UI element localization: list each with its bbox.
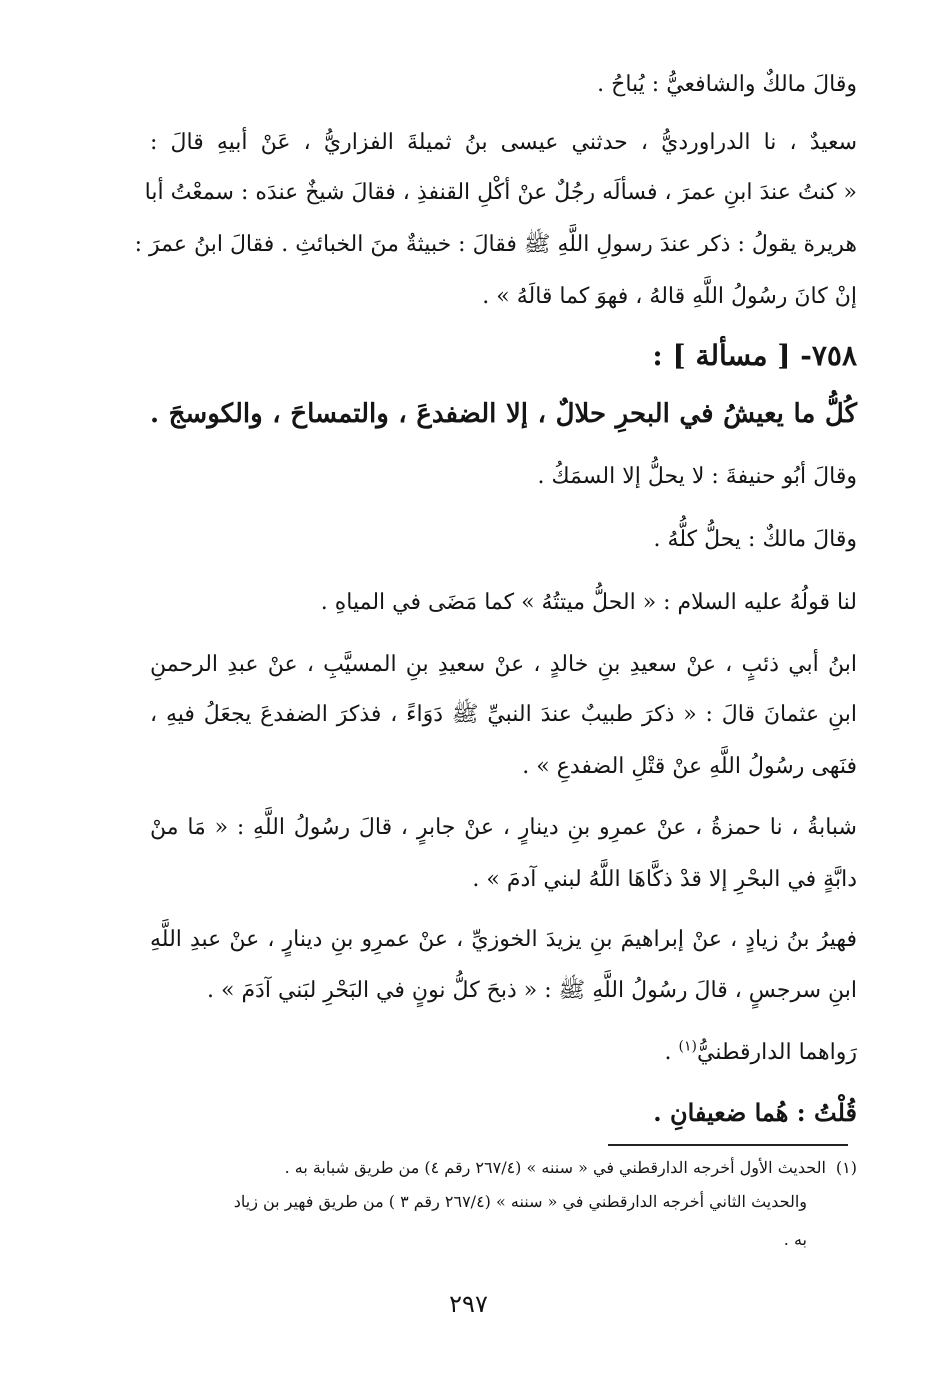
text-line: شبابةُ ، نا حمزةُ ، عنْ عمرِو بنِ دينارٍ ، عنْ جابرٍ ، قالَ رسُولُ اللَّهِ : « مَا منْ — [150, 815, 857, 840]
text-line: ابنُ أبي ذئبٍ ، عنْ سعيدِ بنِ خالدٍ ، عنْ سعيدِ بنِ المسيَّبِ ، عنْ عبدِ الرحمنِ — [150, 652, 857, 677]
footnote-reference[interactable]: (١) — [678, 1038, 697, 1055]
footnote-line — [285, 1156, 857, 1180]
text-line: إنْ كانَ رسُولُ اللَّهِ قالهُ ، فهوَ كما قالَهُ » . — [482, 284, 857, 309]
text-line: ابنِ سرجسٍ ، قالَ رسُولُ اللَّهِ ﷺ : « ذبحَ كلُّ نونٍ في البَحْرِ لبَني آدَمَ » . — [207, 978, 857, 1003]
text-line: وقالَ أبُو حنيفةَ : لا يحلُّ إلا السمَكُ . — [537, 464, 857, 489]
text-line: هريرة يقولُ : ذكر عندَ رسولِ اللَّهِ ﷺ فقالَ : خبيثةٌ منَ الخبائثِ . فقالَ ابنُ عمرَ : — [134, 232, 857, 257]
qultu-line: قُلْتُ : هُما ضعيفانِ . — [653, 1098, 857, 1127]
text-span: . — [664, 1040, 679, 1065]
text-line: لنا قولُهُ عليه السلام : « الحلُّ ميتتُهُ » كما مَضَى في المياهِ . — [320, 590, 857, 615]
text-span: رَواهما الدارقطنيُّ — [696, 1040, 857, 1065]
page-number: ٢٩٧ — [449, 1290, 488, 1318]
rule-heading: كُلُّ ما يعيشُ في البحرِ حلالٌ ، إلا الضفدعَ ، والتمساحَ ، والكوسجَ . — [150, 399, 857, 429]
footnote-text: الحديث الأول أخرجه الدارقطني في « سننه » (٢٦٧/٤ رقم ٤) من طريق شبابة به . — [284, 1158, 826, 1177]
masala-heading: ٧٥٨- [ مسألة ] : — [652, 339, 857, 372]
text-line: فهيرُ بنُ زيادٍ ، عنْ إبراهيمَ بنِ يزيدَ الخوزيِّ ، عنْ عمرِو بنِ دينارٍ ، عنْ عبدِ اللَّهِ — [150, 927, 857, 952]
footnote-number: (١) — [835, 1158, 857, 1177]
text-line: ابنِ عثمانَ قالَ : « ذكرَ طبيبٌ عندَ النبيِّ ﷺ دَوَاءً ، فذكرَ الضفدعَ يجعَلُ فيهِ ، — [150, 702, 857, 727]
text-line: سعيدٌ ، نا الدراورديُّ ، حدثني عيسى بنُ ثميلةَ الفزاريُّ ، عَنْ أبيهِ قالَ : — [150, 130, 857, 155]
text-line: وقالَ مالكٌ : يحلُّ كلُّهُ . — [653, 527, 857, 552]
footnote-line: والحديث الثاني أخرجه الدارقطني في « سننه » (٢٦٧/٤ رقم ٣ ) من طريق فهير بن زياد — [233, 1192, 807, 1211]
text-line — [665, 1038, 857, 1068]
text-line: دابَّةٍ في البحْرِ إلا قدْ ذكَّاهَا اللَّهُ لبني آدمَ » . — [472, 867, 857, 892]
footnote-separator — [608, 1144, 848, 1146]
text-line: « كنتُ عندَ ابنِ عمرَ ، فسألَه رجُلٌ عنْ أكْلِ القنفذِ ، فقالَ شيخٌ عندَه : سمعْتُ أبا — [144, 180, 857, 205]
footnote-line: به . — [783, 1230, 807, 1249]
text-line: فنَهى رسُولُ اللَّهِ عنْ قتْلِ الضفدعِ » . — [522, 754, 857, 779]
text-line: وقالَ مالكٌ والشافعيُّ : يُباحُ . — [597, 72, 857, 97]
